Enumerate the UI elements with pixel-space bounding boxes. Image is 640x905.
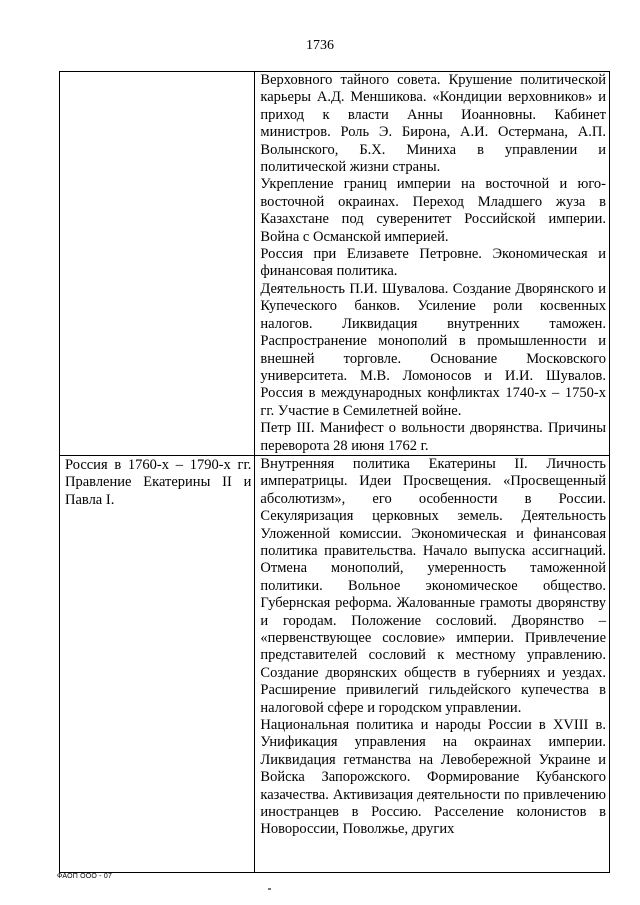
document-code-footer: ФАОП ООО - 07 [57, 873, 113, 880]
table-row [60, 72, 610, 456]
topic-text: Россия в 1760-х – 1790-х гг. Правление Екатерины II и Павла I. [65, 456, 252, 508]
scan-speck [268, 888, 271, 890]
content-cell [255, 72, 610, 456]
content-paragraph: Национальная политика и народы России в XVIII в. Унификация управления на окраинах империи. Ликвидация гетманства на Левобережной Украине и Войска Запорожского. Формирование Кубанского казачества. Активизация деятельности по привлечению иностранцев в Россию. Расселение колонистов в Новороссии, Поволжье, других [260, 717, 606, 838]
content-paragraph: Петр III. Манифест о вольности дворянства. Причины переворота 28 июня 1762 г. [260, 420, 606, 454]
content-cell [255, 455, 610, 872]
content-paragraph: Укрепление границ империи на восточной и юго-восточной окраинах. Переход Младшего жуза в Казахстане под суверенитет Российской империи. Война с Османской империей. [260, 176, 606, 245]
content-paragraph: Внутренняя политика Екатерины II. Личность императрицы. Идеи Просвещения. «Просвещенный абсолютизм», его особенности в России. Секуляризация церковных земель. Деятельность Уложенной комиссии. Экономическая и финансовая политика правительства. Начало выпуска ассигнаций. Отмена монополий, умеренность таможенной политики. Вольное экономическое общество. Губернская реформа. Жалованные грамоты дворянству и городам. Положение сословий. Дворянство – «первенствующее сословие» империи. Привлечение представителей сословий к местному управлению. Создание дворянских обществ в губерниях и уездах. Расширение привилегий гильдейского купечества в налоговой сфере и городском управлении. [260, 455, 606, 716]
page-number: 1736 [306, 38, 334, 53]
topic-cell [60, 72, 255, 456]
content-paragraph: Верховного тайного совета. Крушение политической карьеры А.Д. Меншикова. «Кондиции верховников» и приход к власти Анны Иоанновны. Кабинет министров. Роль Э. Бирона, А.И. Остермана, А.П. Волынского, Б.Х. Миниха в управлении и политической жизни страны. [260, 72, 606, 176]
content-paragraph: Россия при Елизавете Петровне. Экономическая и финансовая политика. [260, 246, 606, 280]
topic-cell [60, 455, 255, 872]
content-paragraph: Деятельность П.И. Шувалова. Создание Дворянского и Купеческого банков. Усиление роли косвенных налогов. Ликвидация внутренних таможен. Распространение монополий в промышленности и внешней торговле. Основание Московского университета. М.В. Ломоносов и И.И. Шувалов. Россия в международных конфликтах 1740-х – 1750-х гг. Участие в Семилетней войне. [260, 280, 606, 419]
curriculum-table [59, 71, 610, 873]
topic-text [65, 72, 251, 73]
table-row [60, 455, 610, 872]
